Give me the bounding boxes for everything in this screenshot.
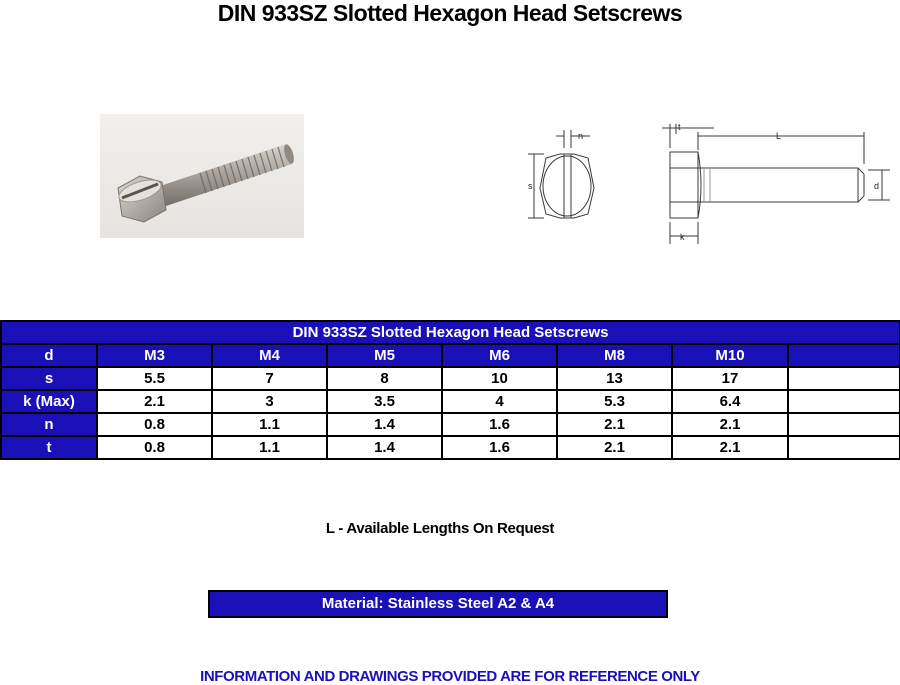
table-cell: 17 — [672, 367, 788, 390]
table-row — [1, 413, 900, 436]
technical-drawing — [524, 118, 890, 248]
page-title: DIN 933SZ Slotted Hexagon Head Setscrews — [217, 0, 683, 26]
label-k: k — [680, 232, 685, 242]
table-cell — [788, 367, 900, 390]
table-cell — [788, 390, 900, 413]
table-cell: 1.4 — [327, 436, 442, 459]
header-cell: M4 — [212, 344, 327, 367]
table-cell: 2.1 — [672, 436, 788, 459]
product-photo — [100, 114, 304, 238]
header-cell: M3 — [97, 344, 212, 367]
table-cell: 3 — [212, 390, 327, 413]
label-s: s — [528, 181, 533, 191]
table-cell: 5.5 — [97, 367, 212, 390]
table-cell: 1.6 — [442, 413, 557, 436]
material-banner: Material: Stainless Steel A2 & A4 — [208, 590, 668, 618]
table-cell — [788, 413, 900, 436]
label-n: n — [578, 131, 584, 141]
spec-table — [0, 320, 900, 460]
row-label: s — [1, 367, 97, 390]
lengths-note: L - Available Lengths On Request — [325, 520, 555, 537]
disclaimer: INFORMATION AND DRAWINGS PROVIDED ARE FOR REFERENCE ONLY — [200, 668, 700, 685]
header-cell — [788, 344, 900, 367]
header-cell: M5 — [327, 344, 442, 367]
table-cell: 13 — [557, 367, 672, 390]
table-cell: 1.1 — [212, 436, 327, 459]
table-cell: 8 — [327, 367, 442, 390]
table-row — [1, 367, 900, 390]
table-cell: 2.1 — [672, 413, 788, 436]
table-cell: 0.8 — [97, 436, 212, 459]
table-cell: 1.1 — [212, 413, 327, 436]
label-t: t — [678, 122, 681, 132]
table-row — [1, 390, 900, 413]
table-caption-row — [1, 321, 900, 344]
table-caption: DIN 933SZ Slotted Hexagon Head Setscrews — [1, 321, 900, 344]
header-cell: M10 — [672, 344, 788, 367]
row-label: n — [1, 413, 97, 436]
header-label: d — [1, 344, 97, 367]
label-d: d — [874, 181, 880, 191]
table-cell: 0.8 — [97, 413, 212, 436]
table-cell: 2.1 — [97, 390, 212, 413]
table-cell: 6.4 — [672, 390, 788, 413]
table-row — [1, 436, 900, 459]
table-cell: 7 — [212, 367, 327, 390]
table-cell: 1.6 — [442, 436, 557, 459]
table-cell: 1.4 — [327, 413, 442, 436]
table-cell: 4 — [442, 390, 557, 413]
table-cell: 2.1 — [557, 413, 672, 436]
header-cell: M8 — [557, 344, 672, 367]
label-L: L — [776, 131, 782, 141]
table-cell: 2.1 — [557, 436, 672, 459]
table-cell: 10 — [442, 367, 557, 390]
header-cell: M6 — [442, 344, 557, 367]
table-cell — [788, 436, 900, 459]
row-label: t — [1, 436, 97, 459]
table-cell: 5.3 — [557, 390, 672, 413]
table-header-row — [1, 344, 900, 367]
table-cell: 3.5 — [327, 390, 442, 413]
row-label: k (Max) — [1, 390, 97, 413]
